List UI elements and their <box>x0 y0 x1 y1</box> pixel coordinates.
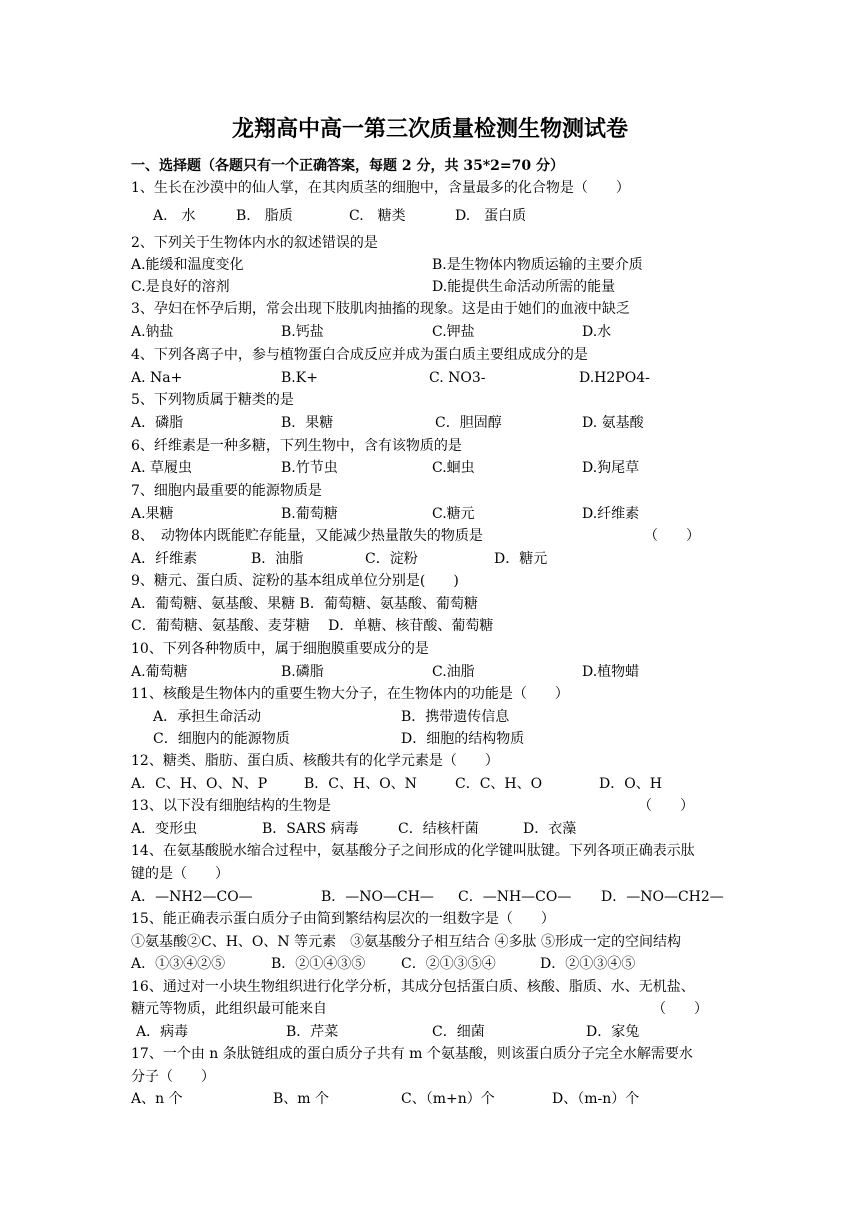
section-heading: 一、选择题（各题只有一个正确答案，每题 2 分，共 35*2=70 分） <box>131 158 564 174</box>
question-16-stem-line-2: 糖元等物质，此组织最可能来自 <box>131 1001 327 1017</box>
q5-option-b: B．果糖 <box>281 415 334 431</box>
question-17-stem-line-1: 17、一个由 n 条肽链组成的蛋白质分子共有 m 个氨基酸，则该蛋白质分子完全水解需要水 <box>131 1046 693 1062</box>
q11-option-b: B．携带遗传信息 <box>401 709 510 725</box>
q6-option-c: C.蛔虫 <box>432 460 475 476</box>
q16-option-b: B．芹菜 <box>286 1024 339 1040</box>
question-6-stem: 6、纤维素是一种多糖，下列生物中，含有该物质的是 <box>131 438 462 454</box>
q17-option-a: A、n 个 <box>131 1091 183 1107</box>
q13-option-b: B．SARS 病毒 <box>262 821 359 837</box>
q15-option-a: A．①③④②⑤ <box>131 956 226 972</box>
q2-option-b: B.是生物体内物质运输的主要介质 <box>432 257 643 273</box>
q8-option-b: B．油脂 <box>251 551 304 567</box>
q6-option-d: D.狗尾草 <box>582 460 640 476</box>
q10-option-a: A.葡萄糖 <box>131 664 188 680</box>
q5-option-a: A．磷脂 <box>131 415 184 431</box>
q15-option-c: C．②①③⑤④ <box>401 956 496 972</box>
q7-option-b: B.葡萄糖 <box>281 506 338 522</box>
q7-option-d: D.纤维素 <box>582 506 640 522</box>
question-9-stem: 9、糖元、蛋白质、淀粉的基本组成单位分别是( ) <box>131 573 459 589</box>
q1-option-b: B. 脂质 <box>236 208 293 224</box>
q17-option-d: D、（m-n）个 <box>552 1091 640 1107</box>
q9-options-line-2: C．葡萄糖、氨基酸、麦芽糖 D．单糖、核苷酸、葡萄糖 <box>131 618 494 634</box>
q1-option-d: D. 蛋白质 <box>455 208 527 224</box>
q13-option-a: A．变形虫 <box>131 821 198 837</box>
answer-parenthesis: （ ） <box>652 1001 708 1017</box>
q2-option-c: C.是良好的溶剂 <box>131 279 230 295</box>
q10-option-d: D.植物蜡 <box>582 664 640 680</box>
question-5-stem: 5、下列物质属于糖类的是 <box>131 392 294 408</box>
q3-option-c: C.钾盐 <box>432 324 475 340</box>
q14-option-a: A．—NH2—CO— <box>131 889 253 905</box>
q4-option-d: D.H2PO4- <box>579 370 650 386</box>
question-14-stem-line-2: 键的是（ ） <box>131 866 229 882</box>
question-15-stem: 15、能正确表示蛋白质分子由简到繁结构层次的一组数字是（ ） <box>131 911 555 927</box>
q2-option-d: D.能提供生命活动所需的能量 <box>432 279 616 295</box>
q8-option-c: C．淀粉 <box>365 551 418 567</box>
q12-option-d: D．O、H <box>599 776 662 792</box>
answer-parenthesis: （ ） <box>638 798 694 814</box>
page-title: 龙翔高中高一第三次质量检测生物测试卷 <box>231 116 628 142</box>
q5-option-d: D. 氨基酸 <box>582 415 644 431</box>
q1-option-c: C. 糖类 <box>349 208 406 224</box>
q16-option-d: D．家兔 <box>586 1024 640 1040</box>
q9-options-line-1: A．葡萄糖、氨基酸、果糖 B．葡萄糖、氨基酸、葡萄糖 <box>131 596 478 612</box>
q12-option-b: B．C、H、O、N <box>304 776 417 792</box>
q4-option-c: C. NO3- <box>429 370 486 386</box>
q13-option-c: C．结核杆菌 <box>398 821 479 837</box>
q14-option-b: B．—NO—CH— <box>321 889 434 905</box>
q12-option-c: C．C、H、O <box>455 776 543 792</box>
q11-option-a: A．承担生命活动 <box>153 709 262 725</box>
q2-option-a: A.能缓和温度变化 <box>131 257 244 273</box>
q1-option-a: A. 水 <box>153 208 196 224</box>
q7-option-c: C.糖元 <box>432 506 475 522</box>
q10-option-c: C.油脂 <box>432 664 475 680</box>
q14-option-c: C．—NH—CO— <box>458 889 572 905</box>
q13-option-d: D．衣藻 <box>523 821 577 837</box>
q15-option-b: B．②①④③⑤ <box>271 956 366 972</box>
q3-option-b: B.钙盐 <box>281 324 324 340</box>
q15-items: ①氨基酸②C、H、O、N 等元素 ③氨基酸分子相互结合 ④多肽 ⑤形成一定的空间结构 <box>131 934 681 950</box>
q17-option-b: B、m 个 <box>273 1091 330 1107</box>
question-3-stem: 3、孕妇在怀孕后期，常会出现下肢肌肉抽搐的现象。这是由于她们的血液中缺乏 <box>131 301 630 317</box>
question-1-stem: 1、生长在沙漠中的仙人掌，在其肉质茎的细胞中，含量最多的化合物是（ ） <box>131 180 630 196</box>
question-12-stem: 12、糖类、脂肪、蛋白质、核酸共有的化学元素是（ ） <box>131 753 499 769</box>
question-8-stem: 8、 动物体内既能贮存能量，又能减少热量散失的物质是 <box>131 528 483 544</box>
q8-option-d: D．糖元 <box>494 551 548 567</box>
question-7-stem: 7、细胞内最重要的能源物质是 <box>131 483 322 499</box>
q4-option-b: B.K+ <box>281 370 318 386</box>
q8-option-a: A．纤维素 <box>131 551 198 567</box>
q17-option-c: C、（m+n）个 <box>401 1091 495 1107</box>
q16-option-a: A．病毒 <box>136 1024 189 1040</box>
q12-option-a: A．C、H、O、N、P <box>131 776 268 792</box>
q16-option-c: C．细菌 <box>432 1024 485 1040</box>
q5-option-c: C．胆固醇 <box>435 415 502 431</box>
question-13-stem: 13、以下没有细胞结构的生物是 <box>131 798 331 814</box>
q3-option-d: D.水 <box>582 324 612 340</box>
question-17-stem-line-2: 分子（ ） <box>131 1069 215 1085</box>
q10-option-b: B.磷脂 <box>281 664 324 680</box>
question-4-stem: 4、下列各离子中，参与植物蛋白合成反应并成为蛋白质主要组成成分的是 <box>131 347 588 363</box>
q11-option-c: C．细胞内的能源物质 <box>153 731 290 747</box>
q7-option-a: A.果糖 <box>131 506 174 522</box>
question-16-stem-line-1: 16、通过对一小块生物组织进行化学分析，其成分包括蛋白质、核酸、脂质、水、无机盐、 <box>131 979 695 995</box>
question-2-stem: 2、下列关于生物体内水的叙述错误的是 <box>131 235 378 251</box>
q11-option-d: D．细胞的结构物质 <box>401 731 525 747</box>
q15-option-d: D．②①③④⑤ <box>540 956 636 972</box>
answer-parenthesis: （ ） <box>644 528 700 544</box>
q3-option-a: A.钠盐 <box>131 324 174 340</box>
q6-option-a: A. 草履虫 <box>131 460 193 476</box>
question-11-stem: 11、核酸是生物体内的重要生物大分子，在生物体内的功能是（ ） <box>131 686 569 702</box>
question-14-stem-line-1: 14、在氨基酸脱水缩合过程中，氨基酸分子之间形成的化学键叫肽键。下列各项正确表示肽 <box>131 843 695 859</box>
q6-option-b: B.竹节虫 <box>281 460 338 476</box>
q4-option-a: A. Na+ <box>131 370 183 386</box>
question-10-stem: 10、下列各种物质中，属于细胞膜重要成分的是 <box>131 641 429 657</box>
q14-option-d: D．—NO—CH2— <box>601 889 724 905</box>
